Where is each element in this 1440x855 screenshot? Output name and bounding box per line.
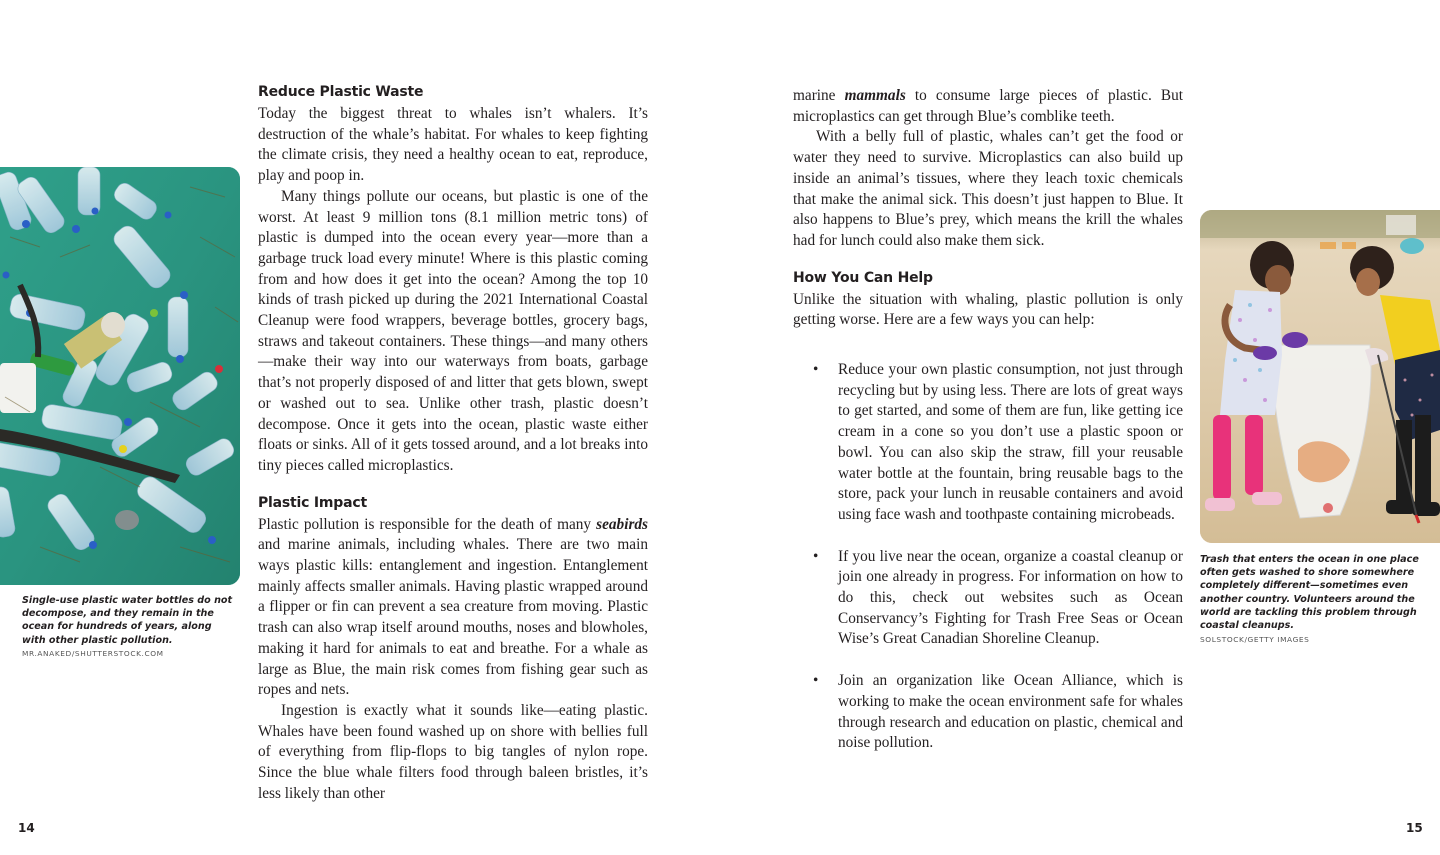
caption-text: Single-use plastic water bottles do not decompose, and they remain in the ocean for hundreds of years, along with other plastic pollution. bbox=[22, 595, 233, 646]
plastic-bottles-photo bbox=[0, 167, 240, 585]
paragraph bbox=[258, 515, 648, 701]
bullet-icon: • bbox=[813, 672, 819, 690]
paragraph: Unlike the situation with whaling, plastic pollution is only getting worse. Here are a few ways you can help: bbox=[793, 290, 1183, 329]
photo-caption-right bbox=[1200, 553, 1438, 646]
list-item bbox=[793, 671, 1183, 754]
section-heading: Plastic Impact bbox=[258, 494, 367, 511]
paragraph: With a belly full of plastic, whales can’t get the food or water they need to survive. Microplastics can also build up inside an animal’s tissues, where they leach toxic chemicals that make the animal sick. This doesn’t just happen to Blue. It also happens to Blue’s prey, which means the krill the whales had for lunch could also make them sick. bbox=[793, 128, 1183, 249]
paragraph: Many things pollute our oceans, but plastic is one of the worst. At least 9 million tons (8.1 million metric tons) of plastic is dumped into the ocean every year—more than a garbage truck load every minute! Where is this plastic coming from and how does it get into the ocean? Among the top 10 kinds of trash picked up during the 2021 International Coastal Cleanup were food wrappers, beverage bottles, grocery bags, straws and takeout containers. These things—and many others—make their way into our waterways from boats, garbage that’s not properly disposed of and litter that gets blown, swept or washed out to sea. Unlike other trash, plastic doesn’t decompose. Once it gets into the ocean, plastic waste either floats or sinks. All of it gets tossed around, and a lot breaks into tiny pieces called microplastics. bbox=[258, 187, 648, 474]
caption-text: Trash that enters the ocean in one place often gets washed to shore somewhere completely different—sometimes even another country. Volunteers around the world are tackling this problem through coastal cleanups. bbox=[1200, 554, 1419, 632]
list-item-text: Reduce your own plastic consumption, not just through recycling but by using less. There are lots of great ways to get started, and some of them are fun, like getting ice cream in a cone so you don’t use a plastic spoon or bowl. You can also skip the straw, fill your reusable water bottle at the fountain, bring reusable bags to the store, pack your lunch in reusable containers and avoid using face wash and toothpaste containing microbeads. bbox=[838, 361, 1183, 523]
left-page-column bbox=[258, 83, 648, 805]
page-number-right: 15 bbox=[1406, 821, 1423, 835]
list-item bbox=[793, 547, 1183, 651]
help-list bbox=[793, 360, 1183, 754]
photo-credit: SOLSTOCK/GETTY IMAGES bbox=[1200, 635, 1310, 645]
photo-caption-left bbox=[22, 594, 237, 660]
paragraph bbox=[793, 86, 1183, 127]
section-heading: How You Can Help bbox=[793, 269, 933, 286]
photo-credit: MR.ANAKED/SHUTTERSTOCK.COM bbox=[22, 648, 164, 658]
beach-cleanup-photo bbox=[1200, 210, 1440, 543]
glossary-term: mammals bbox=[844, 87, 906, 104]
list-item-text: If you live near the ocean, organize a coastal cleanup or join one already in progress. For information on how to do this, check out websites such as Ocean Conservancy’s Fighting for Trash Free Seas or Ocean Wise’s Great Canadian Shoreline Cleanup. bbox=[838, 547, 1183, 648]
list-item bbox=[793, 360, 1183, 526]
page-number-left: 14 bbox=[18, 821, 35, 835]
bullet-icon: • bbox=[813, 361, 819, 379]
text: marine bbox=[793, 87, 845, 104]
right-page-column bbox=[793, 86, 1183, 754]
list-item-text: Join an organization like Ocean Alliance, which is working to make the ocean environment safe for whales through research and education on plastic, chemical and noise pollution. bbox=[838, 672, 1183, 752]
paragraph: Today the biggest threat to whales isn’t whalers. It’s destruction of the whale’s habitat. For whales to keep fighting the climate crisis, they need a healthy ocean to eat, reproduce, play and poop in. bbox=[258, 105, 648, 185]
text: Plastic pollution is responsible for the death of many bbox=[258, 515, 597, 533]
paragraph: Ingestion is exactly what it sounds like—eating plastic. Whales have been found washed up on shore with bellies full of everything from flip-flops to big tangles of nylon rope. Since the blue whale filters food through baleen bristles, it’s less likely than other bbox=[258, 701, 648, 802]
glossary-term: seabirds bbox=[596, 515, 648, 533]
text: and marine animals, including whales. There are two main ways plastic kills: entanglement and ingestion. Entanglement mainly affects smaller animals. Having plastic wrapped around a flipper or fin can prevent a sea creature from moving. Plastic trash can also wrap itself around mouths, noses and blowholes, making it hard for animals to eat and breathe. For a whale as large as Blue, the main risk comes from fishing gear such as ropes and nets. bbox=[258, 536, 648, 699]
section-heading: Reduce Plastic Waste bbox=[258, 84, 424, 100]
bullet-icon: • bbox=[813, 547, 819, 565]
text: to consume large pieces of plastic. But microplastics can get through Blue’s comblike teeth. bbox=[793, 87, 1183, 125]
